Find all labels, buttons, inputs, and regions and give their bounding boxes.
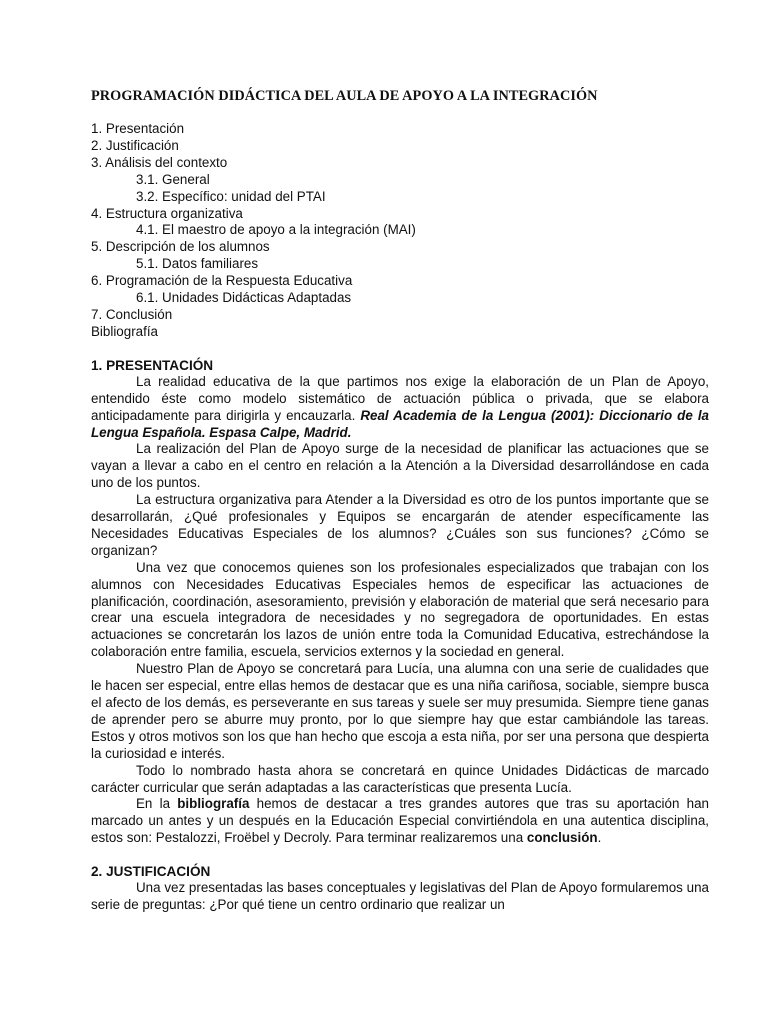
toc-item: 5. Descripción de los alumnos [91,239,270,255]
toc-item: 3. Análisis del contexto [91,154,228,170]
paragraph-text: . [597,830,602,846]
table-of-contents [91,121,709,341]
paragraph-text: hemos de destacar a tres grandes autores que tras su aportación han marcado un antes y un después en la Educación Especial convirtiéndola en una autentica disciplina, estos son: Pestalozzi, Froëbel y Decroly. Para terminar realizaremos una [91,796,709,846]
paragraph: La estructura organizativa para Atender a la Diversidad es otro de los puntos importante que se desarrollarán, ¿Qué profesionales y Equipos se encargarán de atender específicamente las Necesidades Educativas Especiales de los alumnos? ¿Cuáles son sus funciones? ¿Cómo se organizan? [91,492,709,558]
document-page [91,88,709,914]
paragraph-text: La realidad educativa de la que partimos nos exige la elaboración de un Plan de Apoyo, entendido éste como modelo sistemático de actuación pública o privada, que se elabora anticipadamente para dirigirla y encauzarla. [91,373,709,423]
toc-item: 6. Programación de la Respuesta Educativa [91,273,353,289]
spacer [91,847,709,863]
toc-item: 1. Presentación [91,121,185,136]
toc-item: Bibliografía [91,323,158,339]
toc-subitem: 4.1. El maestro de apoyo a la integración (MAI) [136,222,416,238]
paragraph: Todo lo nombrado hasta ahora se concretará en quince Unidades Didácticas de marcado carácter curricular que serán adaptadas a las características que presenta Lucía. [91,762,709,795]
document-title: PROGRAMACIÓN DIDÁCTICA DEL AULA DE APOYO A LA INTEGRACIÓN [91,88,598,104]
paragraph-text: En la [136,796,178,812]
bold-term: conclusión [526,830,598,846]
section-justificacion [91,863,709,914]
toc-subitem: 3.2. Específico: unidad del PTAI [136,188,326,204]
paragraph [91,796,709,847]
section-heading: 2. JUSTIFICACIÓN [91,864,211,880]
toc-subitem: 6.1. Unidades Didácticas Adaptadas [136,290,352,306]
paragraph: La realización del Plan de Apoyo surge de la necesidad de planificar las actuaciones que se vayan a llevar a cabo en el centro en relación a la Atención a la Diversidad desarrollándose en cada uno de los puntos. [91,441,709,491]
paragraph [91,374,709,442]
toc-subitem: 5.1. Datos familiares [136,256,259,272]
toc-item: 4. Estructura organizativa [91,205,243,221]
paragraph: Una vez que conocemos quienes son los profesionales especializados que trabajan con los alumnos con Necesidades Educativas Especiales hemos de especificar las actuaciones de planificación, coordinación, asesoramiento, previsión y elaboración de material que será necesario para crear una escuela integradora de necesidades y no segregadora de oportunidades. En estas actuaciones se concretarán los lazos de unión entre toda la Comunidad Educativa, estrechándose la colaboración entre familia, escuela, servicios externos y la sociedad en general. [91,559,709,660]
reference-citation: Real Academia de la Lengua (2001): Diccionario de la Lengua Española. Espasa Calpe, Madrid. [91,407,709,440]
bold-term: bibliografía [177,796,250,812]
section-heading: 1. PRESENTACIÓN [91,357,214,373]
paragraph: Nuestro Plan de Apoyo se concretará para Lucía, una alumna con una serie de cualidades que le hacen ser especial, entre ellas hemos de destacar que es una niña cariñosa, sociable, siempre busca el afecto de los demás, es perseverante en sus tareas y suele ser muy presumida. Siempre tiene ganas de aprender pero se aburre muy pronto, por lo que siempre hay que estar cambiándole las tareas. Estos y otros motivos son los que han hecho que escoja a esta niña, por ser una persona que despierta la curiosidad e interés. [91,661,709,761]
paragraph: Una vez presentadas las bases conceptuales y legislativas del Plan de Apoyo formularemos una serie de preguntas: ¿Por qué tiene un centro ordinario que realizar un [91,880,709,913]
toc-subitem: 3.1. General [136,171,210,187]
toc-item: 7. Conclusión [91,306,173,322]
toc-item: 2. Justificación [91,137,179,153]
section-presentacion [91,357,709,847]
